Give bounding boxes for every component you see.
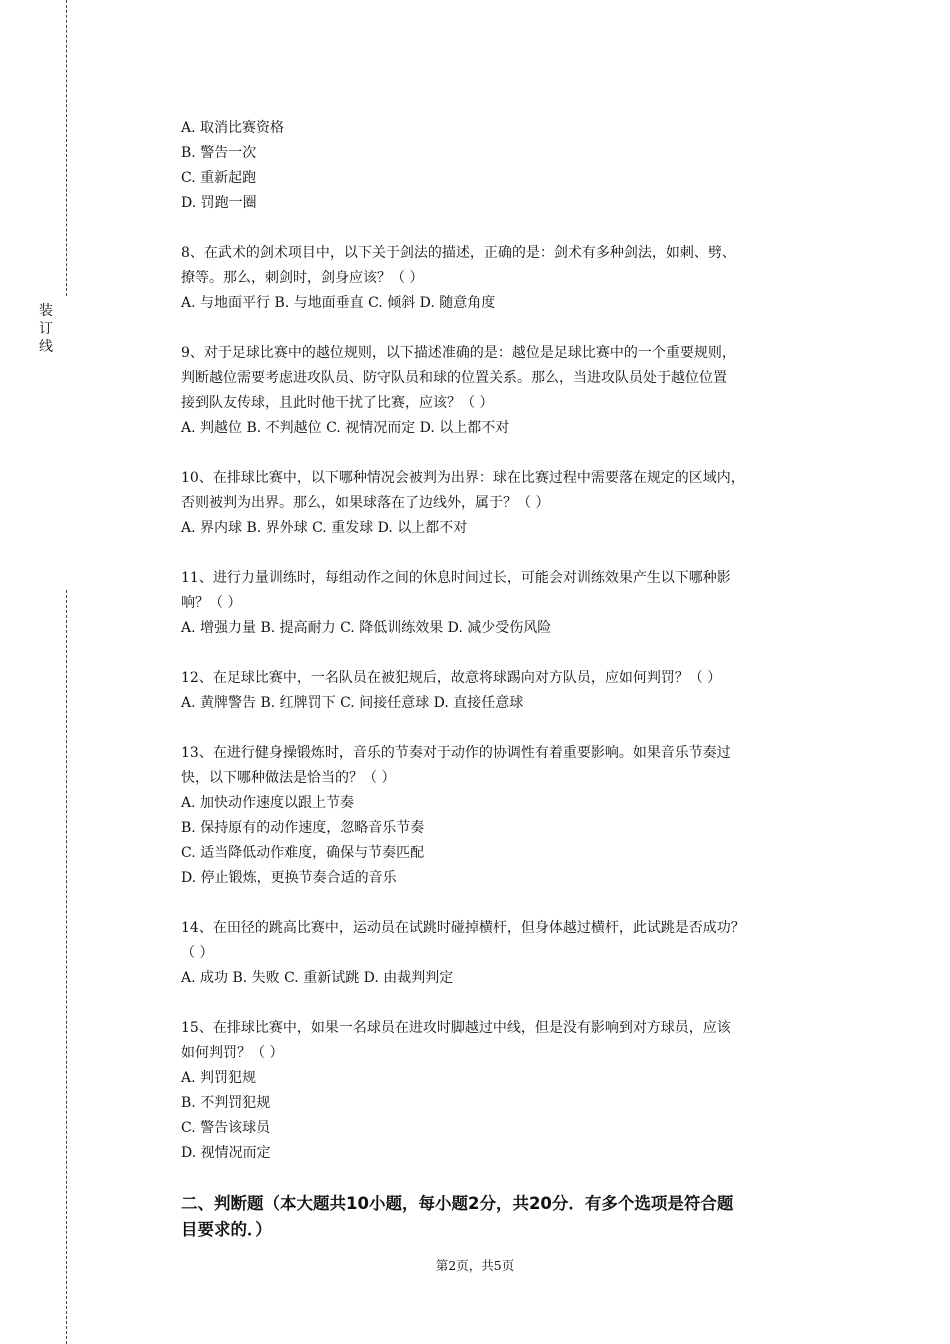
question-options: A. 成功 B. 失败 C. 重新试跳 D. 由裁判判定 bbox=[181, 970, 454, 986]
option-line: D. 视情况而定 bbox=[181, 1145, 271, 1161]
section-2-title bbox=[181, 1191, 851, 1243]
question-text: （ ） bbox=[181, 945, 214, 961]
question-9 bbox=[181, 341, 851, 441]
binding-label bbox=[38, 302, 54, 356]
question-12 bbox=[181, 666, 851, 716]
option-line: D. 罚跑一圈 bbox=[181, 195, 257, 211]
question-text: 撩等。那么，刺剑时，剑身应该？（ ） bbox=[181, 270, 424, 286]
question-15 bbox=[181, 1016, 851, 1166]
section-title-line: 目要求的．） bbox=[181, 1220, 272, 1239]
question-options: A. 判越位 B. 不判越位 C. 视情况而定 D. 以上都不对 bbox=[181, 420, 510, 436]
option-line: C. 警告该球员 bbox=[181, 1120, 271, 1136]
question-options: A. 增强力量 B. 提高耐力 C. 降低训练效果 D. 减少受伤风险 bbox=[181, 620, 552, 636]
option-line: A. 判罚犯规 bbox=[181, 1070, 257, 1086]
binding-label-char: 订 bbox=[39, 321, 53, 337]
question-text: 快，以下哪种做法是恰当的？（ ） bbox=[181, 770, 396, 786]
exam-content bbox=[181, 116, 851, 1243]
question-text: 判断越位需要考虑进攻队员、防守队员和球的位置关系。那么，当进攻队员处于越位位置 bbox=[181, 370, 727, 386]
question-text: 13、在进行健身操锻炼时，音乐的节奏对于动作的协调性有着重要影响。如果音乐节奏过 bbox=[181, 745, 731, 761]
question-text: 响？（ ） bbox=[181, 595, 242, 611]
question-text: 12、在足球比赛中，一名队员在被犯规后，故意将球踢向对方队员，应如何判罚？（ ） bbox=[181, 670, 722, 686]
option-line: A. 取消比赛资格 bbox=[181, 120, 285, 136]
page-footer: 第2页，共5页 bbox=[435, 1258, 515, 1273]
binding-line-bottom bbox=[66, 590, 67, 1344]
binding-label-char: 装 bbox=[39, 303, 53, 319]
question-text: 接到队友传球，且此时他干扰了比赛，应该？（ ） bbox=[181, 395, 494, 411]
question-options: A. 界内球 B. 界外球 C. 重发球 D. 以上都不对 bbox=[181, 520, 468, 536]
question-text: 15、在排球比赛中，如果一名球员在进攻时脚越过中线，但是没有影响到对方球员，应该 bbox=[181, 1020, 731, 1036]
question-text: 14、在田径的跳高比赛中，运动员在试跳时碰掉横杆，但身体越过横杆，此试跳是否成功？ bbox=[181, 920, 745, 936]
question-7-options bbox=[181, 116, 851, 216]
question-13 bbox=[181, 741, 851, 891]
question-text: 9、对于足球比赛中的越位规则，以下描述准确的是：越位是足球比赛中的一个重要规则， bbox=[181, 345, 736, 361]
option-line: A. 加快动作速度以跟上节奏 bbox=[181, 795, 355, 811]
question-10 bbox=[181, 466, 851, 541]
option-line: D. 停止锻炼，更换节奏合适的音乐 bbox=[181, 870, 397, 886]
binding-line-top bbox=[66, 0, 67, 296]
section-title-line: 二、判断题（本大题共10小题，每小题2分，共20分．有多个选项是符合题 bbox=[181, 1194, 734, 1213]
question-14 bbox=[181, 916, 851, 991]
question-11 bbox=[181, 566, 851, 641]
option-line: B. 不判罚犯规 bbox=[181, 1095, 271, 1111]
binding-label-char: 线 bbox=[39, 339, 53, 355]
question-options: A. 黄牌警告 B. 红牌罚下 C. 间接任意球 D. 直接任意球 bbox=[181, 695, 524, 711]
option-line: B. 警告一次 bbox=[181, 145, 257, 161]
question-text: 11、进行力量训练时，每组动作之间的休息时间过长，可能会对训练效果产生以下哪种影 bbox=[181, 570, 731, 586]
option-line: C. 重新起跑 bbox=[181, 170, 257, 186]
option-line: B. 保持原有的动作速度，忽略音乐节奏 bbox=[181, 820, 425, 836]
question-text: 8、在武术的剑术项目中，以下关于剑法的描述，正确的是：剑术有多种剑法，如刺、劈、 bbox=[181, 245, 736, 261]
option-line: C. 适当降低动作难度，确保与节奏匹配 bbox=[181, 845, 425, 861]
question-8 bbox=[181, 241, 851, 316]
question-options: A. 与地面平行 B. 与地面垂直 C. 倾斜 D. 随意角度 bbox=[181, 295, 496, 311]
question-text: 否则被判为出界。那么，如果球落在了边线外，属于？（ ） bbox=[181, 495, 550, 511]
question-text: 如何判罚？（ ） bbox=[181, 1045, 284, 1061]
question-text: 10、在排球比赛中，以下哪种情况会被判为出界：球在比赛过程中需要落在规定的区域内， bbox=[181, 470, 745, 486]
